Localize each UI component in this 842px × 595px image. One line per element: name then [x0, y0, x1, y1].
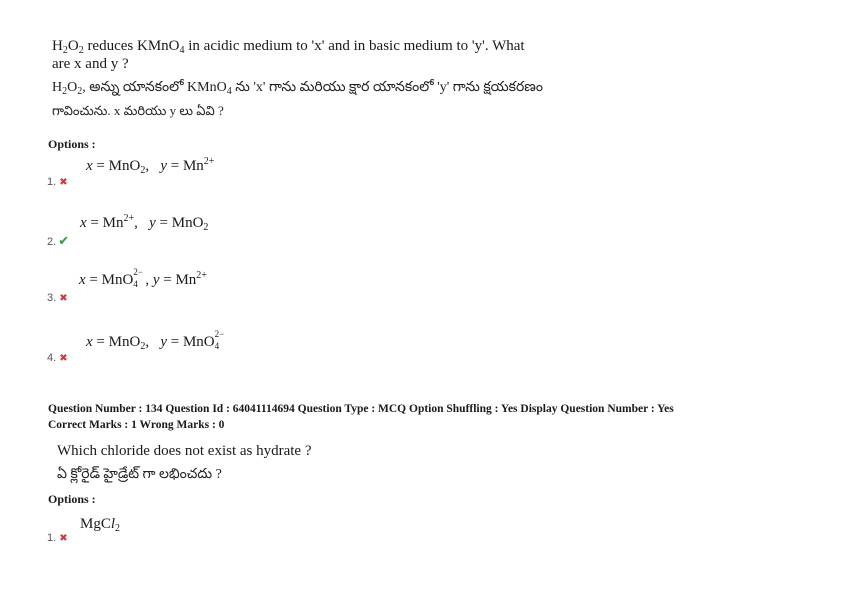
q2-option-1-formula[interactable]: MgCl$_2$	[80, 516, 121, 534]
q2-marks: Correct Marks : 1 Wrong Marks : 0	[48, 419, 225, 431]
q1-option-2-formula[interactable]: $x = Mn^{2+}$, y = MnO$_2$	[80, 213, 209, 233]
wrong-mark-icon: ✖	[59, 293, 68, 304]
q1-option-1-number: 1. ✖	[47, 176, 68, 188]
q1-option-1-formula[interactable]: x = MnO$_2$, $y = Mn^{2+}$	[86, 156, 215, 176]
q2-meta: Question Number : 134 Question Id : 64041114694 Question Type : MCQ Option Shuffling : Yes Display Question Number : Yes	[48, 403, 674, 415]
q2-option-1-number: 1. ✖	[47, 532, 68, 544]
q1-text-line1: $H_2O_2$ reduces KMnO$_4$ in acidic medium to 'x' and in basic medium to 'y'. What	[52, 38, 525, 56]
q1-option-2-number: 2. ✔	[47, 233, 70, 248]
q1-option-3-number: 3. ✖	[47, 292, 68, 304]
q1-option-3-formula[interactable]: x = MnO 2− 4 , $y = Mn^{2+}$	[79, 266, 207, 289]
q1-option-4-number: 4. ✖	[47, 352, 68, 364]
q2-options-label: Options :	[48, 492, 96, 506]
q1-options-label: Options :	[48, 137, 96, 151]
q2-telugu: ఏ క్లోరైడ్ హైడ్రేట్ గా లభించదు ?	[57, 467, 222, 482]
q1-option-4-formula[interactable]: x = MnO$_2$, y = MnO 2− 4	[86, 328, 225, 352]
q1-text-line2: are x and y ?	[52, 56, 129, 72]
wrong-mark-icon: ✖	[59, 177, 68, 188]
correct-check-icon: ✔	[58, 233, 70, 248]
wrong-mark-icon: ✖	[59, 353, 68, 364]
q1-telugu-line2: గావించును. x మరియు y లు ఏవి ?	[52, 103, 224, 118]
wrong-mark-icon: ✖	[59, 533, 68, 544]
q2-text: Which chloride does not exist as hydrate ?	[57, 443, 312, 459]
q1-telugu-line1: $H_2O_2$, అన్ను యానకంలో KMnO$_4$ ను 'x' గాను మరియు క్షార యానకంలో 'y' గాను క్షయకరణం	[52, 80, 543, 97]
